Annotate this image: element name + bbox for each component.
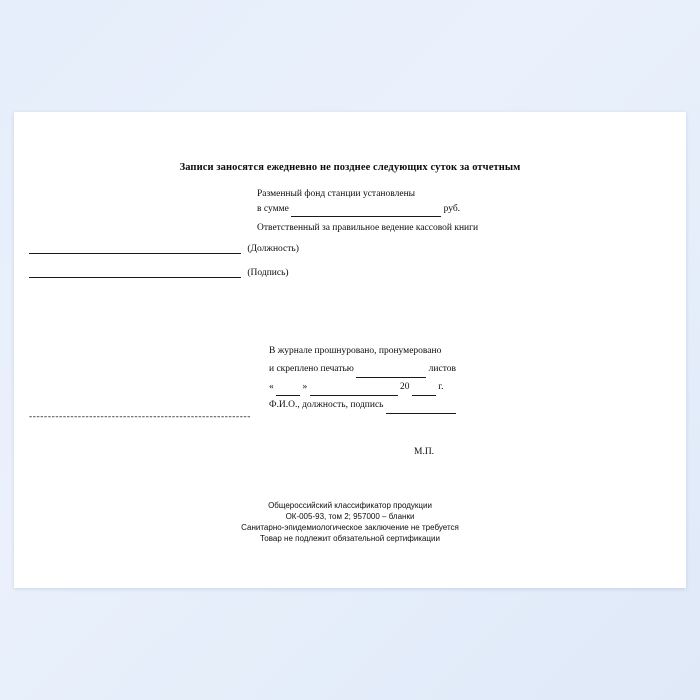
change-fund-text-1: Разменный фонд станции установлены bbox=[257, 189, 416, 199]
journal-line-1: В журнале прошнуровано, пронумеровано bbox=[269, 346, 442, 356]
signature-row-signature bbox=[29, 268, 289, 278]
sheets-count-blank-field[interactable] bbox=[356, 368, 426, 378]
position-label: (Должность) bbox=[247, 244, 299, 254]
dashed-separator: ----------------------------------------------------------- bbox=[29, 412, 252, 422]
footer-line-1: Общероссийский классификатор продукции bbox=[268, 501, 432, 510]
journal-line-2-pre: и скреплено печатью bbox=[269, 364, 354, 374]
change-fund-text-2: в сумме bbox=[257, 204, 289, 214]
day-blank-field[interactable] bbox=[276, 386, 300, 396]
document-body bbox=[14, 112, 686, 588]
year-blank-field[interactable] bbox=[412, 386, 436, 396]
signature-label: (Подпись) bbox=[247, 268, 289, 278]
position-blank-field[interactable] bbox=[29, 244, 241, 254]
responsible-line: Ответственный за правильное ведение кассовой книги bbox=[257, 223, 479, 233]
change-fund-line-2 bbox=[257, 202, 577, 217]
date-quote-open: « bbox=[269, 382, 274, 392]
amount-blank-field[interactable] bbox=[291, 207, 441, 217]
signature-blank-field[interactable] bbox=[29, 268, 241, 278]
journal-line-4-pre: Ф.И.О., должность, подпись bbox=[269, 400, 384, 410]
year-suffix: г. bbox=[438, 382, 444, 392]
document-headline: Записи заносятся ежедневно не позднее следующих суток за отчетным bbox=[179, 162, 521, 173]
change-fund-text-3: руб. bbox=[443, 204, 461, 214]
date-quote-close: » bbox=[302, 382, 308, 392]
month-blank-field[interactable] bbox=[310, 386, 398, 396]
year-prefix: 20 bbox=[400, 382, 410, 392]
journal-certification-block bbox=[269, 342, 456, 414]
footer-notes bbox=[14, 500, 686, 544]
footer-line-2: ОК-005-93, том 2; 957000 – бланки bbox=[285, 512, 415, 521]
journal-line-3 bbox=[269, 378, 456, 396]
journal-line-2 bbox=[269, 360, 456, 378]
footer-line-3: Санитарно-эпидемиологическое заключение не требуется bbox=[241, 523, 459, 532]
change-fund-line-1 bbox=[257, 187, 577, 202]
change-fund-block bbox=[257, 187, 577, 217]
signature-row-position bbox=[29, 244, 299, 254]
footer-line-4: Товар не подлежит обязательной сертификации bbox=[260, 534, 440, 543]
journal-line-2-post: листов bbox=[428, 364, 456, 374]
stamp-mark: М.П. bbox=[414, 447, 435, 457]
document-page bbox=[14, 112, 686, 588]
